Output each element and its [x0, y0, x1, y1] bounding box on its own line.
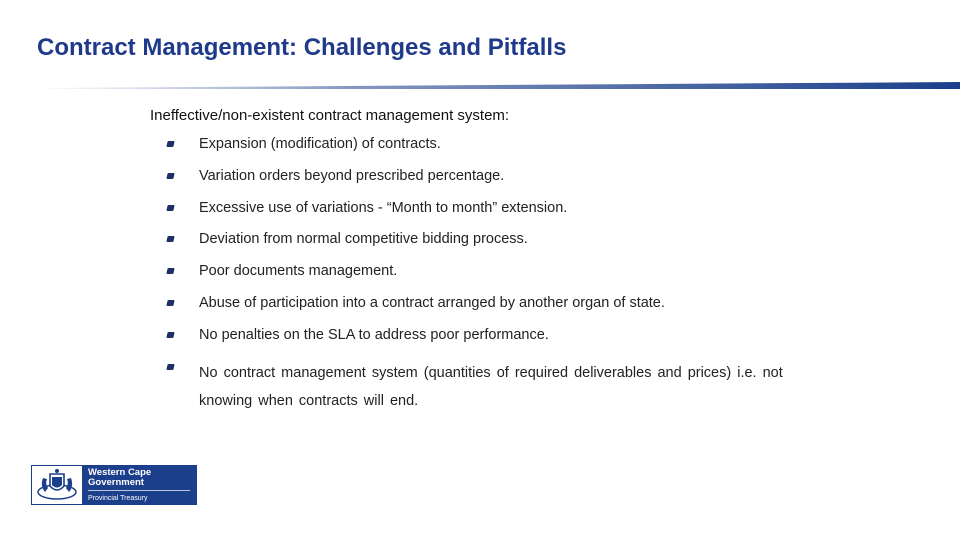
bullet-icon [166, 141, 174, 147]
list-item-text: Abuse of participation into a contract arranged by another organ of state. [199, 294, 665, 311]
list-item [160, 291, 860, 323]
western-cape-government-logo [31, 465, 197, 505]
bullet-icon [166, 236, 174, 242]
slide-title: Contract Management: Challenges and Pitfalls [37, 34, 567, 61]
title-underline [35, 80, 960, 92]
list-item-text: Expansion (modification) of contracts. [199, 136, 441, 152]
logo-divider [88, 490, 190, 491]
bullet-icon [166, 300, 174, 306]
coat-of-arms-icon [32, 466, 82, 504]
logo-text-panel [82, 466, 196, 504]
list-item-text: Excessive use of variations - “Month to month” extension. [199, 199, 568, 216]
list-item-text: Poor documents management. [199, 263, 398, 280]
bullet-icon [166, 173, 174, 179]
list-item [160, 259, 860, 291]
list-item-text: No penalties on the SLA to address poor performance. [199, 326, 549, 343]
list-item [160, 227, 860, 259]
bullet-icon [166, 268, 174, 274]
list-item [160, 132, 860, 164]
list-item [160, 196, 860, 228]
bullet-list [160, 132, 860, 411]
logo-line-3: Provincial Treasury [88, 495, 148, 502]
logo-line-2: Government [88, 477, 144, 488]
list-item-text: Deviation from normal competitive bidding process. [199, 231, 528, 248]
section-heading: Ineffective/non-existent contract management system: [150, 107, 510, 124]
logo-line-1: Western Cape [88, 467, 152, 478]
bullet-icon [166, 364, 174, 370]
bullet-icon [166, 205, 174, 211]
bullet-icon [166, 332, 174, 338]
list-item-text: Variation orders beyond prescribed percentage. [199, 167, 505, 184]
list-item [160, 323, 860, 355]
list-item [160, 164, 860, 196]
list-item [160, 355, 860, 411]
list-item-text: No contract management system (quantities of required deliverables and prices) i.e. not knowing when contracts will end. [199, 364, 783, 409]
